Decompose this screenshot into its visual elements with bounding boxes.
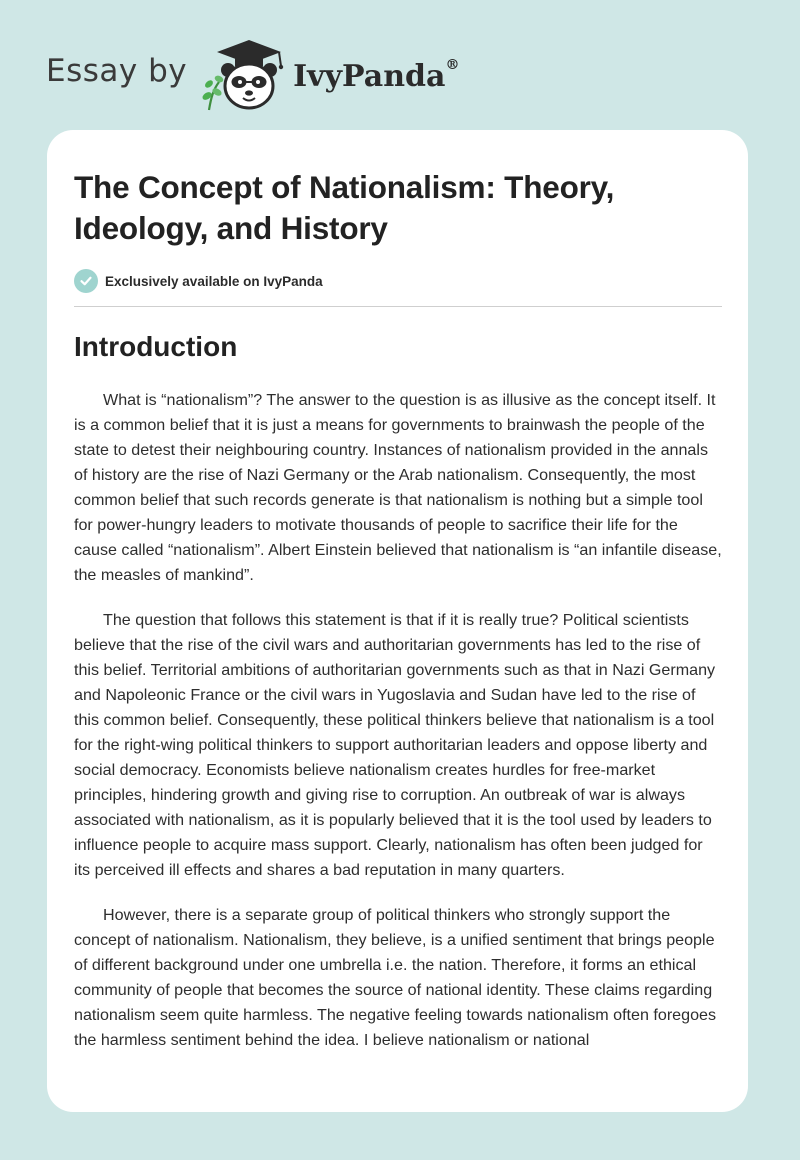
brand-name: IvyPanda® — [293, 56, 460, 94]
exclusive-badge — [74, 269, 722, 293]
paragraph: What is “nationalism”? The answer to the question is as illusive as the concept itself. It is a common belief that it is just a means for governments to brainwash the people of the state to detest their neighbouring country. Instances of nationalism provided in the annals of history are the rise of Nazi Germany or the Arab nationalism. Consequently, the most common belief that such records generate is that nationalism is nothing but a simple tool for power-hungry leaders to motivate thousands of people to sacrifice their life for the cause called “nationalism”. Albert Einstein believed that nationalism is “an infantile disease, the measles of mankind”. — [74, 391, 722, 584]
paragraph: The question that follows this statement is that if it is really true? Political scientists believe that the rise of the civil wars and authoritarian governments has led to the rise of this belief. Territorial ambitions of authoritarian governments such as that in Nazi Germany and Napoleonic France or the civil wars in Yugoslavia and Sudan have led to the rise of this common belief. Consequently, these political thinkers believe that nationalism is a tool for the right-wing political thinkers to support authoritarian leaders and oppose liberty and social democracy. Economists believe nationalism creates hurdles for free-market principles, hindering growth and giving rise to corruption. An outbreak of war is always associated with nationalism, as it is popularly believed that it is the tool used by leaders to influence people to acquire mass support. Clearly, nationalism has often been judged for its perceived ill effects and shares a bad reputation in many quarters. — [74, 611, 716, 879]
registered-mark: ® — [445, 56, 460, 73]
brand-prefix: Essay by — [46, 53, 188, 89]
exclusive-label: Exclusively available on IvyPanda — [105, 273, 323, 289]
check-icon — [74, 269, 98, 293]
panda-logo-icon — [199, 36, 291, 112]
site-header — [46, 36, 459, 112]
essay-title: The Concept of Nationalism: Theory, Ideology, and History — [74, 169, 615, 246]
title-divider — [74, 306, 722, 307]
essay-card — [47, 130, 748, 1112]
section-heading: Introduction — [74, 331, 238, 362]
paragraph: However, there is a separate group of political thinkers who strongly support the concept of nationalism. Nationalism, they believe, is a unified sentiment that brings people of different background under one umbrella i.e. the nation. Therefore, it forms an ethical community of people that becomes the source of national identity. These claims regarding nationalism seem quite harmless. The negative feeling towards nationalism often foregoes the harmless sentiment behind the idea. I believe nationalism or national — [74, 906, 717, 1049]
